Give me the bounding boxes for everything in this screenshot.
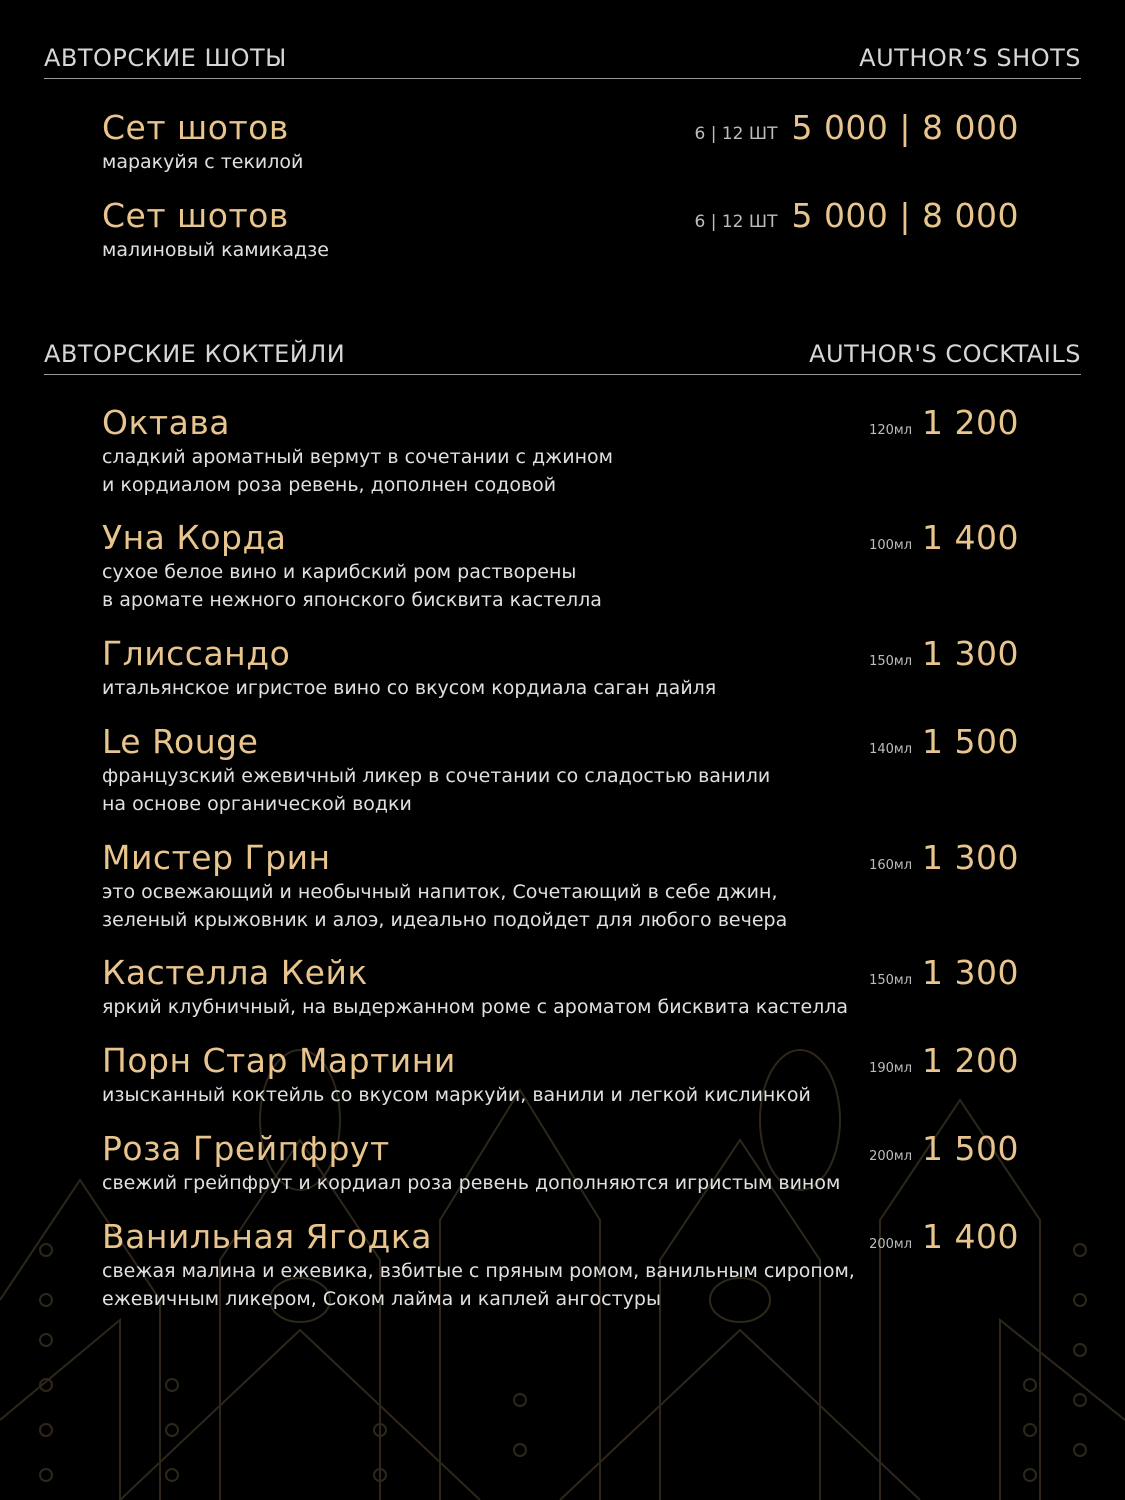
item-name: Мистер Грин [102, 838, 331, 877]
item-name: Кастелла Кейк [102, 953, 368, 992]
item-price-group [869, 518, 1019, 558]
item-volume: 6 | 12 ШТ [694, 124, 778, 144]
item-description-line2: и кордиалом роза ревень, дополнен содовой [102, 474, 557, 496]
item-price-group [869, 722, 1019, 762]
section-header [44, 334, 1081, 375]
item-price-group [869, 838, 1019, 878]
item-name: Октава [102, 403, 231, 442]
item-price-group [695, 196, 1020, 236]
item-price: 1 500 [922, 1129, 1019, 1168]
item-price: 1 200 [922, 1041, 1019, 1080]
item-volume: 190мл [869, 1061, 913, 1076]
item-volume: 140мл [869, 742, 913, 757]
item-description-line2: в аромате нежного японского бисквита кастелла [102, 589, 602, 611]
item-name: Роза Грейпфрут [102, 1129, 390, 1168]
item-volume: 100мл [869, 538, 913, 553]
item-price-group [695, 108, 1020, 148]
item-name: Ванильная Ягодка [102, 1217, 432, 1256]
item-price-group [869, 1217, 1019, 1257]
item-name: Сет шотов [102, 196, 289, 235]
item-description: маракуйя с текилой [102, 151, 304, 173]
item-price: 1 300 [922, 838, 1019, 877]
item-price: 1 200 [922, 403, 1019, 442]
cocktails-section [44, 334, 1081, 375]
item-description-line1: это освежающий и необычный напиток, Сочетающий в себе джин, [102, 881, 778, 903]
item-volume: 150мл [869, 973, 913, 988]
item-description-line1: яркий клубничный, на выдержанном роме с ароматом бисквита кастелла [102, 996, 849, 1018]
item-description-line2: зеленый крыжовник и алоэ, идеально подойдет для любого вечера [102, 909, 788, 931]
section-header [44, 38, 1081, 79]
item-price: 1 400 [922, 518, 1019, 557]
item-description-line1: сладкий ароматный вермут в сочетании с джином [102, 446, 613, 468]
item-volume: 160мл [869, 858, 913, 873]
item-name: Сет шотов [102, 108, 289, 147]
section-title-en: AUTHOR'S COCKTAILS [809, 340, 1081, 368]
item-volume: 200мл [869, 1237, 913, 1252]
item-volume: 6 | 12 ШТ [694, 212, 778, 232]
item-name: Порн Стар Мартини [102, 1041, 456, 1080]
item-volume: 200мл [869, 1149, 913, 1164]
item-price: 1 300 [922, 634, 1019, 673]
item-description-line1: итальянское игристое вино со вкусом кордиала саган дайля [102, 677, 717, 699]
item-price-group [869, 403, 1019, 443]
section-title-ru: АВТОРСКИЕ ШОТЫ [44, 44, 287, 72]
section-title-en: AUTHOR’S SHOTS [859, 44, 1081, 72]
item-price: 1 400 [922, 1217, 1019, 1256]
item-price-group [869, 953, 1019, 993]
item-price: 1 300 [922, 953, 1019, 992]
item-price-group [869, 634, 1019, 674]
shots-section [44, 38, 1081, 79]
item-description-line2: ежевичным ликером, Соком лайма и каплей ангостуры [102, 1288, 661, 1310]
item-price: 1 500 [922, 722, 1019, 761]
item-price: 5 000 | 8 000 [791, 196, 1019, 235]
item-description-line2: на основе органической водки [102, 793, 412, 815]
item-volume: 150мл [869, 654, 913, 669]
item-description: малиновый камикадзе [102, 239, 329, 261]
item-name: Le Rouge [102, 722, 259, 761]
item-description-line1: свежий грейпфрут и кордиал роза ревень дополняются игристым вином [102, 1172, 841, 1194]
item-description-line1: свежая малина и ежевика, взбитые с пряным ромом, ванильным сиропом, [102, 1260, 855, 1282]
item-description-line1: французский ежевичный ликер в сочетании со сладостью ванили [102, 765, 771, 787]
item-price-group [869, 1129, 1019, 1169]
item-description-line1: сухое белое вино и карибский ром растворены [102, 561, 577, 583]
section-title-ru: АВТОРСКИЕ КОКТЕЙЛИ [44, 340, 346, 368]
item-name: Глиссандо [102, 634, 291, 673]
item-name: Уна Корда [102, 518, 287, 557]
item-description-line1: изысканный коктейль со вкусом маркуйи, ванили и легкой кислинкой [102, 1084, 811, 1106]
item-volume: 120мл [869, 423, 913, 438]
item-price-group [869, 1041, 1019, 1081]
item-price: 5 000 | 8 000 [791, 108, 1019, 147]
